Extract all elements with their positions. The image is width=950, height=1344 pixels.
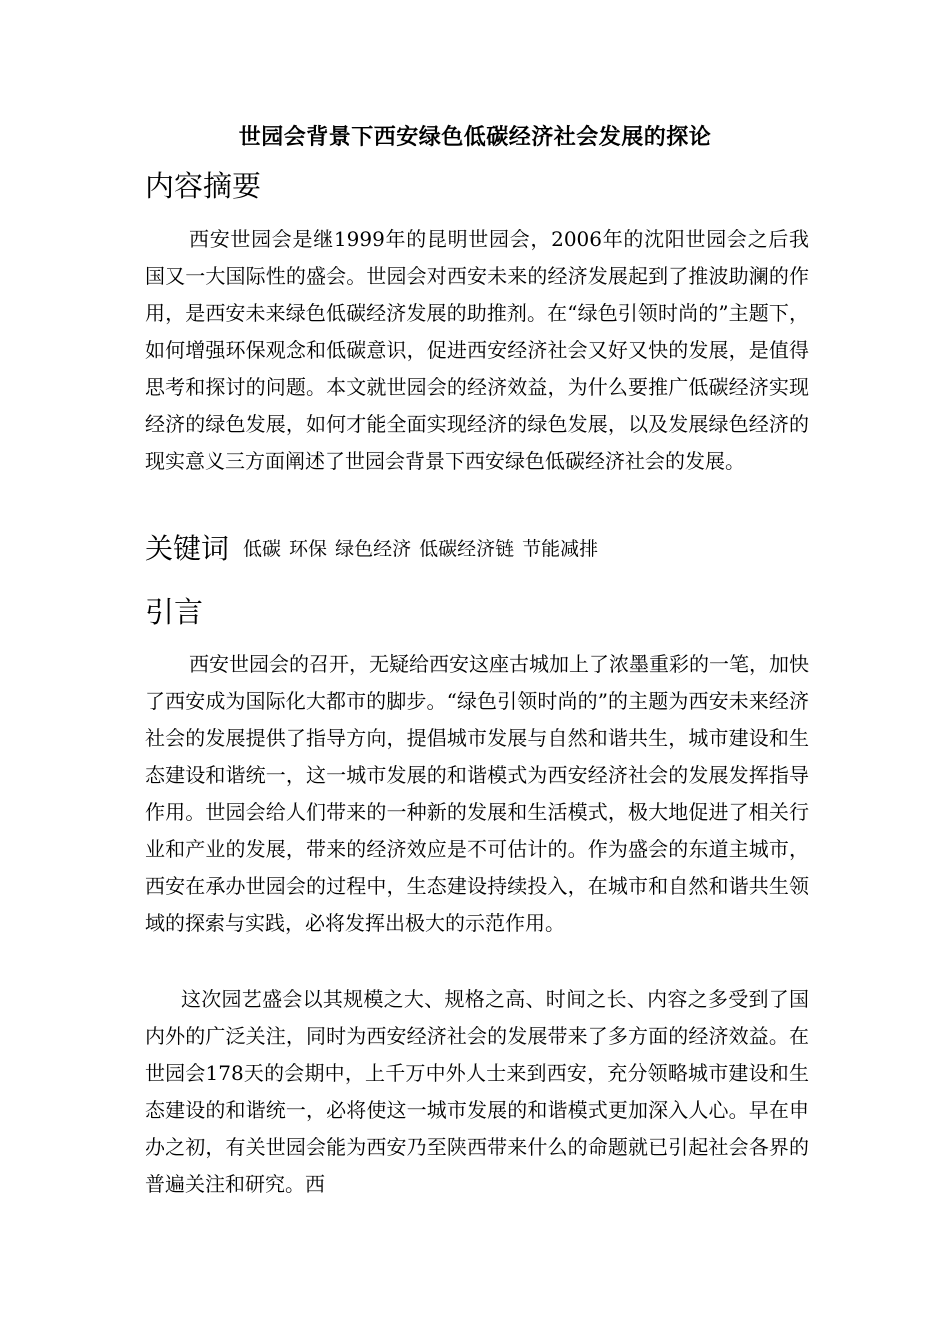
introduction-heading: 引言 (145, 595, 204, 629)
introduction-paragraph-1: 西安世园会的召开，无疑给西安这座古城加上了浓墨重彩的一笔，加快了西安成为国际化大都市的脚步。“绿色引领时尚的”的主题为西安未来经济社会的发展提供了指导方向，提倡城市发展与自然和谐共生，城市建设和生态建设和谐统一，这一城市发展的和谐模式为西安经济社会的发展发挥指导作用。世园会给人们带来的一种新的发展和生活模式，极大地促进了相关行业和产业的发展，带来的经济效应是不可估计的。作为盛会的东道主城市，西安在承办世园会的过程中，生态建设持续投入，在城市和自然和谐共生领域的探索与实践，必将发挥出极大的示范作用。 (145, 652, 809, 935)
abstract-paragraph: 西安世园会是继1999年的昆明世园会，2006年的沈阳世园会之后我国又一大国际性的盛会。世园会对西安未来的经济发展起到了推波助澜的作用，是西安未来绿色低碳经济发展的助推剂。在“绿色引领时尚的”主题下，如何增强环保观念和低碳意识，促进西安经济社会又好又快的发展，是值得思考和探讨的问题。本文就世园会的经济效益，为什么要推广低碳经济实现经济的绿色发展，如何才能全面实现经济的绿色发展，以及发展绿色经济的现实意义三方面阐述了世园会背景下西安绿色低碳经济社会的发展。 (145, 227, 809, 473)
introduction-paragraph-2: 这次园艺盛会以其规模之大、规格之高、时间之长、内容之多受到了国内外的广泛关注，同时为西安经济社会的发展带来了多方面的经济效益。在世园会178天的会期中，上千万中外人士来到西安，充分领略城市建设和生态建设的和谐统一，必将使这一城市发展的和谐模式更加深入人心。早在申办之初，有关世园会能为西安乃至陕西带来什么的命题就已引起社会各界的普遍关注和研究。西 (145, 987, 809, 1196)
document-title: 世园会背景下西安绿色低碳经济社会发展的探论 (238, 125, 712, 150)
keywords-line (145, 530, 598, 568)
abstract-heading: 内容摘要 (145, 169, 262, 203)
keywords-terms: 低碳 环保 绿色经济 低碳经济链 节能减排 (243, 538, 599, 560)
keywords-label: 关键词 (145, 532, 230, 565)
